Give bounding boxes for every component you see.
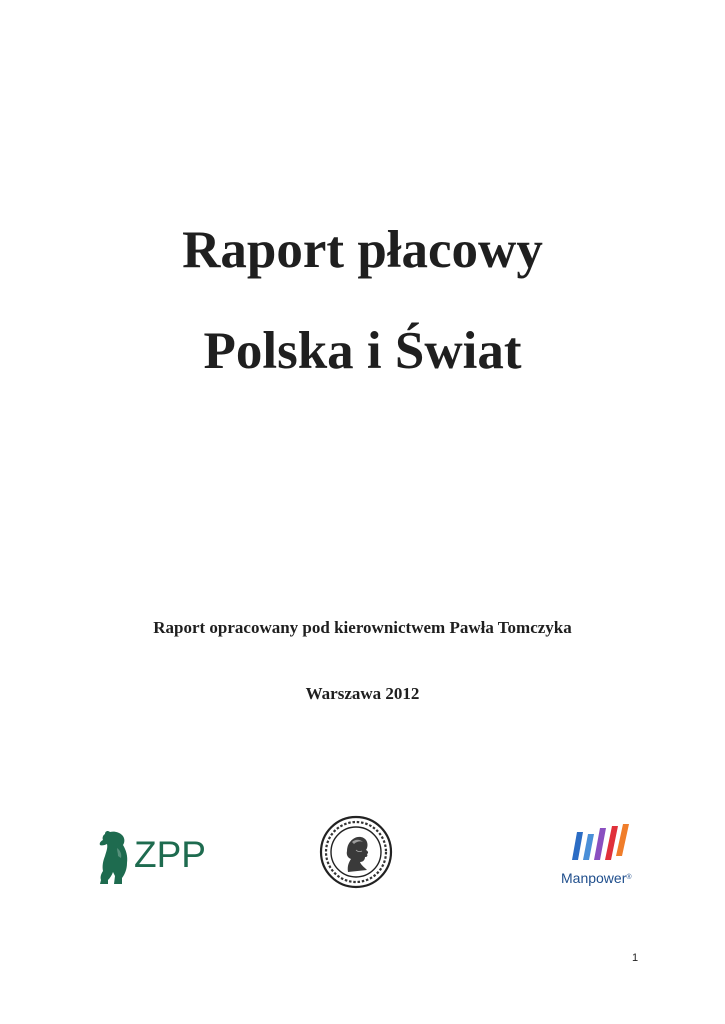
title-line-1: Raport płacowy bbox=[182, 221, 543, 279]
adam-smith-seal-icon bbox=[318, 814, 394, 890]
manpower-stripes-icon bbox=[568, 822, 634, 864]
title-line-2: Polska i Świat bbox=[203, 322, 522, 380]
zpp-wordmark: ZPP bbox=[134, 834, 206, 875]
manpower-wordmark: Manpower® bbox=[561, 870, 632, 886]
zpp-logo bbox=[98, 828, 208, 886]
bear-icon bbox=[98, 828, 132, 886]
adam-smith-seal bbox=[318, 814, 394, 890]
page-number: 1 bbox=[631, 952, 639, 964]
manpower-logo bbox=[558, 822, 648, 892]
place-date: Warszawa 2012 bbox=[305, 684, 420, 703]
author-line: Raport opracowany pod kierownictwem Pawła Tomczyka bbox=[153, 618, 572, 637]
